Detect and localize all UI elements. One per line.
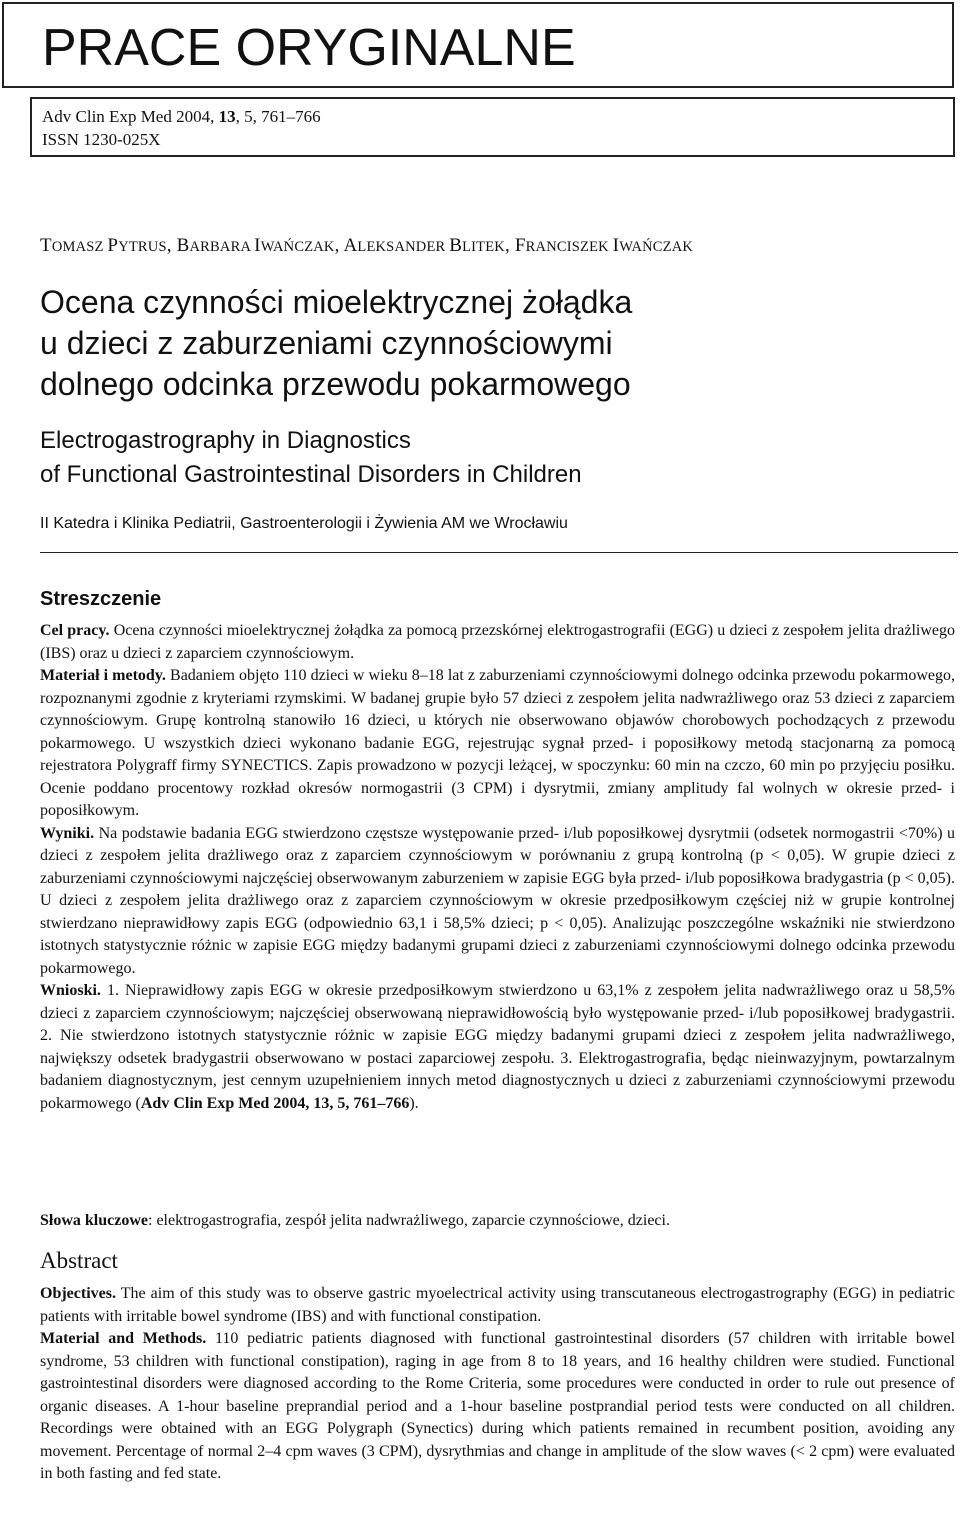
author-list: TOMASZ PYTRUS, BARBARA IWAŃCZAK, ALEKSANDER BLITEK, FRANCISZEK IWAŃCZAK xyxy=(40,235,694,256)
paragraph-methods: Material and Methods. 110 pediatric patients diagnosed with functional gastrointestinal disorders (57 children with irritable bowel syndrome, 53 children with functional constipation), raging in age from 8 to 18 years, and 16 healthy children were studied. Functional gastrointestinal disorders were diagnosed according to the Rome Criteria, some procedures were conducted in order to rule out presence of organic diseases. A 1-hour baseline preprandial period and a 1-hour baseline postprandial period tests were conducted on all children. Recordings were obtained with an EGG Polygraph (Synectics) during which patients remained in recumbent position, avoiding any movement. Percentage of normal 2–4 cpm waves (3 CPM), dysrythmias and change in amplitude of the slow waves (< 2 cpm) were evaluated in both fasting and fed state. xyxy=(40,1330,956,1482)
title-line: of Functional Gastrointestinal Disorders in Children xyxy=(40,461,582,488)
article-title-polish xyxy=(40,282,940,405)
label-objectives: Objectives. xyxy=(40,1285,116,1302)
label-cel: Cel pracy. xyxy=(40,622,110,639)
streszczenie-heading: Streszczenie xyxy=(40,588,162,610)
label-wnioski: Wnioski. xyxy=(40,982,101,999)
title-line: u dzieci z zaburzeniami czynnościowymi xyxy=(40,325,613,361)
keywords xyxy=(40,1210,955,1233)
divider xyxy=(40,552,958,553)
affiliation: II Katedra i Klinika Pediatrii, Gastroenterologii i Żywienia AM we Wrocławiu xyxy=(40,515,568,532)
label-wyniki: Wyniki. xyxy=(40,824,95,842)
streszczenie-body xyxy=(40,620,955,1115)
abstract-heading: Abstract xyxy=(40,1248,118,1273)
paragraph-wnioski: Wnioski. 1. Nieprawidłowy zapis EGG w okresie przedposiłkowym stwierdzono u 63,1% z zespołem jelita nadwrażliwego oraz u 58,5% dzieci z zaparciem czynnościowym; najczęściej obserwowaną nieprawidłowością było występowanie przed- i/lub poposiłkowej bradygastrii. 2. Nie stwierdzono istotnych statystycznie różnic w zapisie EGG między badanymi grupami dzieci z zespołem jelita nadwrażliwego, największy odsetek bradygastrii obserwowano w postaci zaparciowej zespołu. 3. Elektrogastrografia, będąc nieinwazyjnym, powtarzalnym badaniem diagnostycznym, jest cennym uzupełnieniem innych metod diagnostycznych u dzieci z zaburzeniami czynnościowymi przewodu pokarmowego (Adv Clin Exp Med 2004, 13, 5, 761–766). xyxy=(40,982,955,1112)
paragraph-objectives: Objectives. The aim of this study was to observe gastric myoelectrical activity using transcutaneous electrogastrography (EGG) in pediatric patients with irritable bowel syndrome (IBS) and with functional constipation. xyxy=(40,1285,955,1325)
abstract-body xyxy=(40,1283,955,1486)
journal-issn: ISSN 1230-025X xyxy=(42,130,161,149)
journal-citation xyxy=(42,105,953,128)
author: TOMASZ PYTRUS xyxy=(40,235,167,256)
citation-suffix: , 5, 761–766 xyxy=(235,107,321,126)
author: ALEKSANDER BLITEK xyxy=(343,235,505,256)
section-header-box xyxy=(2,2,954,88)
label-material: Materiał i metody. xyxy=(40,667,166,684)
section-header-title: PRACE ORYGINALNE xyxy=(42,19,576,77)
paragraph-cel: Cel pracy. Ocena czynności mioelektrycznej żołądka za pomocą przezskórnej elektrogastrografii (EGG) u dzieci z zespołem jelita drażliwego (IBS) oraz u dzieci z zaparciem czynnościowym. xyxy=(40,622,955,662)
keywords-label: Słowa kluczowe xyxy=(40,1212,148,1229)
citation-reference: Adv Clin Exp Med 2004, 13, 5, 761–766 xyxy=(140,1094,410,1112)
author: FRANCISZEK IWAŃCZAK xyxy=(514,235,694,256)
title-line: Ocena czynności mioelektrycznej żołądka xyxy=(40,284,633,320)
title-line: dolnego odcinka przewodu pokarmowego xyxy=(40,366,631,402)
paragraph-material: Materiał i metody. Badaniem objęto 110 dzieci w wieku 8–18 lat z zaburzeniami czynnościowymi dolnego odcinka przewodu pokarmowego, rozpoznanymi zgodnie z kryteriami rzymskimi. W badanej grupie było 57 dzieci z zespołem jelita nadwrażliwego oraz 53 dzieci z zaparciem czynnościowym. Grupę kontrolną stanowiło 16 dzieci, u których nie obserwowano objawów chorobowych pochodzących z przewodu pokarmowego. U wszystkich dzieci wykonano badanie EGG, rejestrując sygnał przed- i poposiłkowy metodą stacjonarną za pomocą rejestratora Polygraff firmy SYNECTICS. Zapis prowadzono w pozycji leżącej, w spoczynku: 60 min na czczo, 60 min po przyjęciu posiłku. Ocenie poddano procentowy rozkład okresów normogastrii (3 CPM) i dysrytmii, zmiany amplitudy fal wolnych w okresie przed- i poposiłkowym. xyxy=(40,667,955,819)
citation-volume: 13 xyxy=(218,107,236,126)
paragraph-wyniki: Wyniki. Na podstawie badania EGG stwierdzono częstsze występowanie przed- i/lub poposiłkowej dysrytmii (odsetek normogastrii <70%) u dzieci z zespołem jelita drażliwego oraz z zaparciem czynnościowym w porównaniu z grupą kontrolną (p < 0,05). W grupie dzieci z zaburzeniami czynnościowymi najczęściej obserwowanym zaburzeniem w zapisie EGG była przed- i/lub poposiłkowa bradygastria (p < 0,05). U dzieci z zespołem jelita drażliwego oraz z zaparciem czynnościowym w okresie przedposiłkowym częściej niż w grupie kontrolnej stwierdzano nieprawidłowy zapis EGG (odpowiednio 63,1 i 58,5% dzieci; p < 0,05). Analizując poszczególne wskaźniki nie stwierdzono istotnych statystycznie różnic w zapisie EGG między badanymi grupami dzieci z zaburzeniami czynnościowymi dolnego odcinka przewodu pokarmowego. xyxy=(40,824,955,977)
author: BARBARA IWAŃCZAK xyxy=(176,235,335,256)
citation-prefix: Adv Clin Exp Med 2004, xyxy=(42,107,219,126)
keywords-text: : elektrogastrografia, zespół jelita nadwrażliwego, zaparcie czynnościowe, dzieci. xyxy=(148,1212,670,1229)
journal-info-box xyxy=(30,97,955,157)
label-methods: Material and Methods. xyxy=(40,1330,207,1347)
article-title-english xyxy=(40,424,940,492)
title-line: Electrogastrography in Diagnostics xyxy=(40,427,411,454)
